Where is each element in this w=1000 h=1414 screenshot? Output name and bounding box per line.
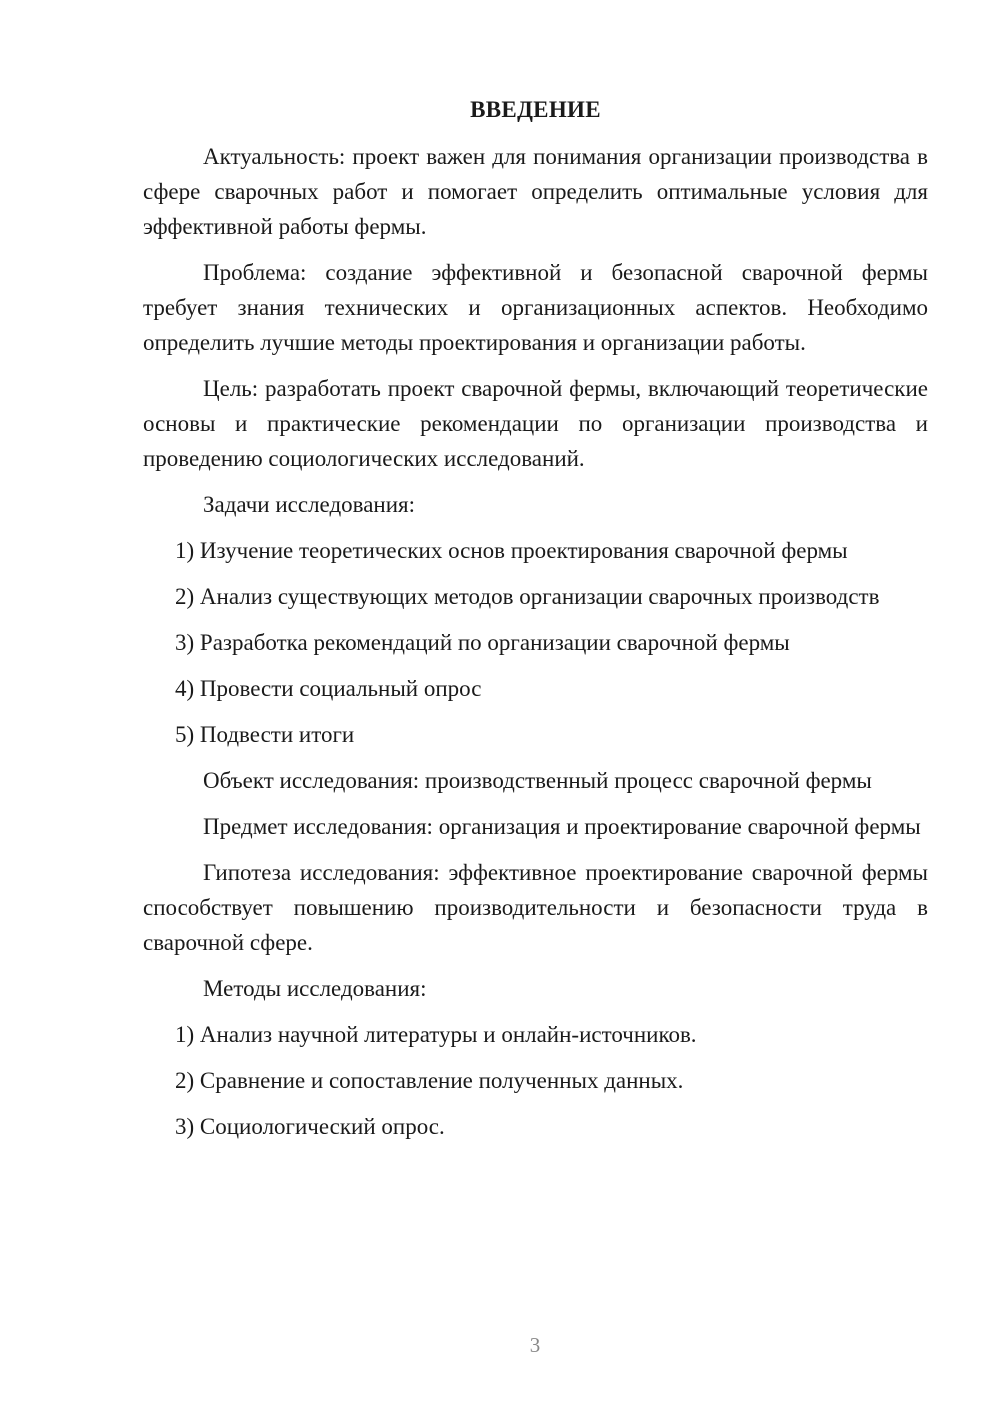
task-item: 5) Подвести итоги xyxy=(175,722,355,747)
method-item: 3) Социологический опрос. xyxy=(175,1114,445,1139)
method-item: 2) Сравнение и сопоставление полученных данных. xyxy=(175,1068,684,1093)
hypothesis-paragraph: Гипотеза исследования: эффективное проектирование сварочной фермы способствует повышению производительности и безопасности труда в сварочной сфере. xyxy=(143,860,928,955)
object-paragraph: Объект исследования: производственный процесс сварочной фермы xyxy=(203,768,872,793)
goal-paragraph: Цель: разработать проект сварочной фермы, включающий теоретические основы и практические рекомендации по организации производства и проведению социологических исследований. xyxy=(143,376,928,471)
page-number: 3 xyxy=(529,1333,541,1357)
document-page xyxy=(143,96,928,1155)
methods-heading: Методы исследования: xyxy=(203,976,427,1001)
method-item: 1) Анализ научной литературы и онлайн-источников. xyxy=(175,1022,697,1047)
task-item: 2) Анализ существующих методов организации сварочных производств xyxy=(175,584,880,609)
problem-paragraph: Проблема: создание эффективной и безопасной сварочной фермы требует знания технических и организационных аспектов. Необходимо определить лучшие методы проектирования и организации работы. xyxy=(143,260,928,355)
page-title: ВВЕДЕНИЕ xyxy=(470,97,601,122)
relevance-paragraph: Актуальность: проект важен для понимания организации производства в сфере сварочных работ и помогает определить оптимальные условия для эффективной работы фермы. xyxy=(143,144,928,239)
subject-paragraph: Предмет исследования: организация и проектирование сварочной фермы xyxy=(203,814,921,839)
task-item: 4) Провести социальный опрос xyxy=(175,676,482,701)
task-item: 3) Разработка рекомендаций по организации сварочной фермы xyxy=(175,630,790,655)
task-item: 1) Изучение теоретических основ проектирования сварочной фермы xyxy=(175,538,848,563)
tasks-heading: Задачи исследования: xyxy=(203,492,416,517)
